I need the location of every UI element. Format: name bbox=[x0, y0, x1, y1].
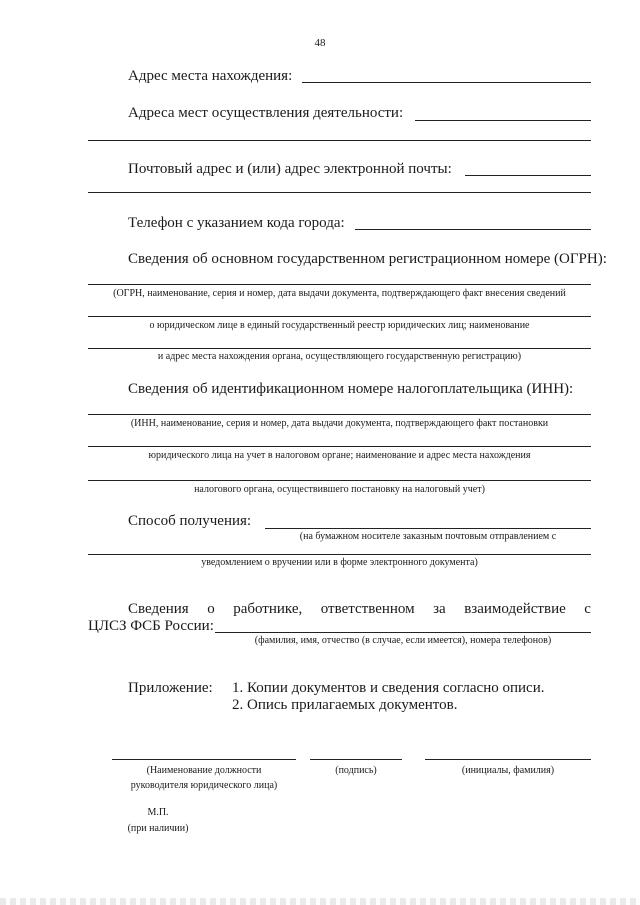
signature-field[interactable] bbox=[310, 759, 402, 760]
page-number: 48 bbox=[314, 37, 326, 49]
scan-edge bbox=[0, 898, 640, 905]
ogrn-label: Сведения об основном государственном регистрационном номере (ОГРН): bbox=[128, 251, 607, 267]
employee-label-line2: ЦЛСЗ ФСБ России: bbox=[88, 618, 214, 634]
phone-field[interactable] bbox=[355, 229, 591, 230]
method-label: Способ получения: bbox=[128, 513, 252, 529]
ogrn-hint-2: о юридическом лице в единый государственный реестр юридических лиц; наименование bbox=[149, 320, 530, 331]
method-field-2[interactable] bbox=[88, 554, 591, 555]
name-hint: (инициалы, фамилия) bbox=[461, 765, 555, 776]
activity-addresses-field-2[interactable] bbox=[88, 140, 591, 141]
employee-word: с bbox=[584, 601, 591, 617]
inn-hint-3: налогового органа, осуществившего постановку на налоговый учет) bbox=[194, 484, 485, 495]
position-hint-1: (Наименование должности bbox=[146, 765, 262, 776]
ogrn-field-3[interactable] bbox=[88, 348, 591, 349]
attachment-label: Приложение: bbox=[128, 680, 213, 696]
employee-word: за bbox=[433, 601, 446, 617]
attachment-item-1: 1. Копии документов и сведения согласно описи. bbox=[232, 680, 545, 696]
ogrn-field-1[interactable] bbox=[88, 284, 591, 285]
position-hint-2: руководителя юридического лица) bbox=[130, 780, 278, 791]
position-field[interactable] bbox=[112, 759, 296, 760]
inn-field-2[interactable] bbox=[88, 446, 591, 447]
ogrn-field-2[interactable] bbox=[88, 316, 591, 317]
employee-field[interactable] bbox=[215, 632, 591, 633]
inn-field-3[interactable] bbox=[88, 480, 591, 481]
stamp-mark: М.П. bbox=[147, 807, 169, 818]
name-field[interactable] bbox=[425, 759, 591, 760]
method-hint-1: (на бумажном носителе заказным почтовым отправлением с bbox=[299, 531, 557, 542]
postal-label: Почтовый адрес и (или) адрес электронной почты: bbox=[128, 161, 452, 177]
inn-hint-2: юридического лица на учет в налоговом органе; наименование и адрес места нахождения bbox=[148, 450, 531, 461]
employee-word: Сведения bbox=[128, 601, 189, 617]
inn-hint-1: (ИНН, наименование, серия и номер, дата выдачи документа, подтверждающего факт постановки bbox=[130, 418, 549, 429]
employee-word: взаимодействие bbox=[464, 601, 566, 617]
postal-field-2[interactable] bbox=[88, 192, 591, 193]
phone-label: Телефон с указанием кода города: bbox=[128, 215, 345, 231]
activity-addresses-label: Адреса мест осуществления деятельности: bbox=[128, 105, 404, 121]
activity-addresses-field[interactable] bbox=[415, 120, 591, 121]
ogrn-hint-3: и адрес места нахождения органа, осуществляющего государственную регистрацию) bbox=[157, 351, 522, 362]
employee-word: работнике, bbox=[233, 601, 303, 617]
inn-field-1[interactable] bbox=[88, 414, 591, 415]
stamp-hint: (при наличии) bbox=[127, 823, 189, 834]
employee-hint: (фамилия, имя, отчество (в случае, если имеется), номера телефонов) bbox=[254, 635, 552, 646]
address-field[interactable] bbox=[302, 82, 591, 83]
signature-hint: (подпись) bbox=[335, 765, 377, 776]
employee-word: ответственном bbox=[320, 601, 415, 617]
postal-field[interactable] bbox=[465, 175, 591, 176]
method-field[interactable] bbox=[265, 528, 591, 529]
inn-label: Сведения об идентификационном номере налогоплательщика (ИНН): bbox=[128, 381, 574, 397]
attachment-item-2: 2. Опись прилагаемых документов. bbox=[232, 697, 458, 713]
ogrn-hint-1: (ОГРН, наименование, серия и номер, дата выдачи документа, подтверждающего факт внесения сведений bbox=[113, 288, 566, 299]
method-hint-2: уведомлением о вручении или в форме электронного документа) bbox=[201, 557, 478, 568]
employee-label bbox=[128, 600, 591, 618]
address-label: Адрес места нахождения: bbox=[128, 68, 293, 84]
employee-word: о bbox=[207, 601, 215, 617]
